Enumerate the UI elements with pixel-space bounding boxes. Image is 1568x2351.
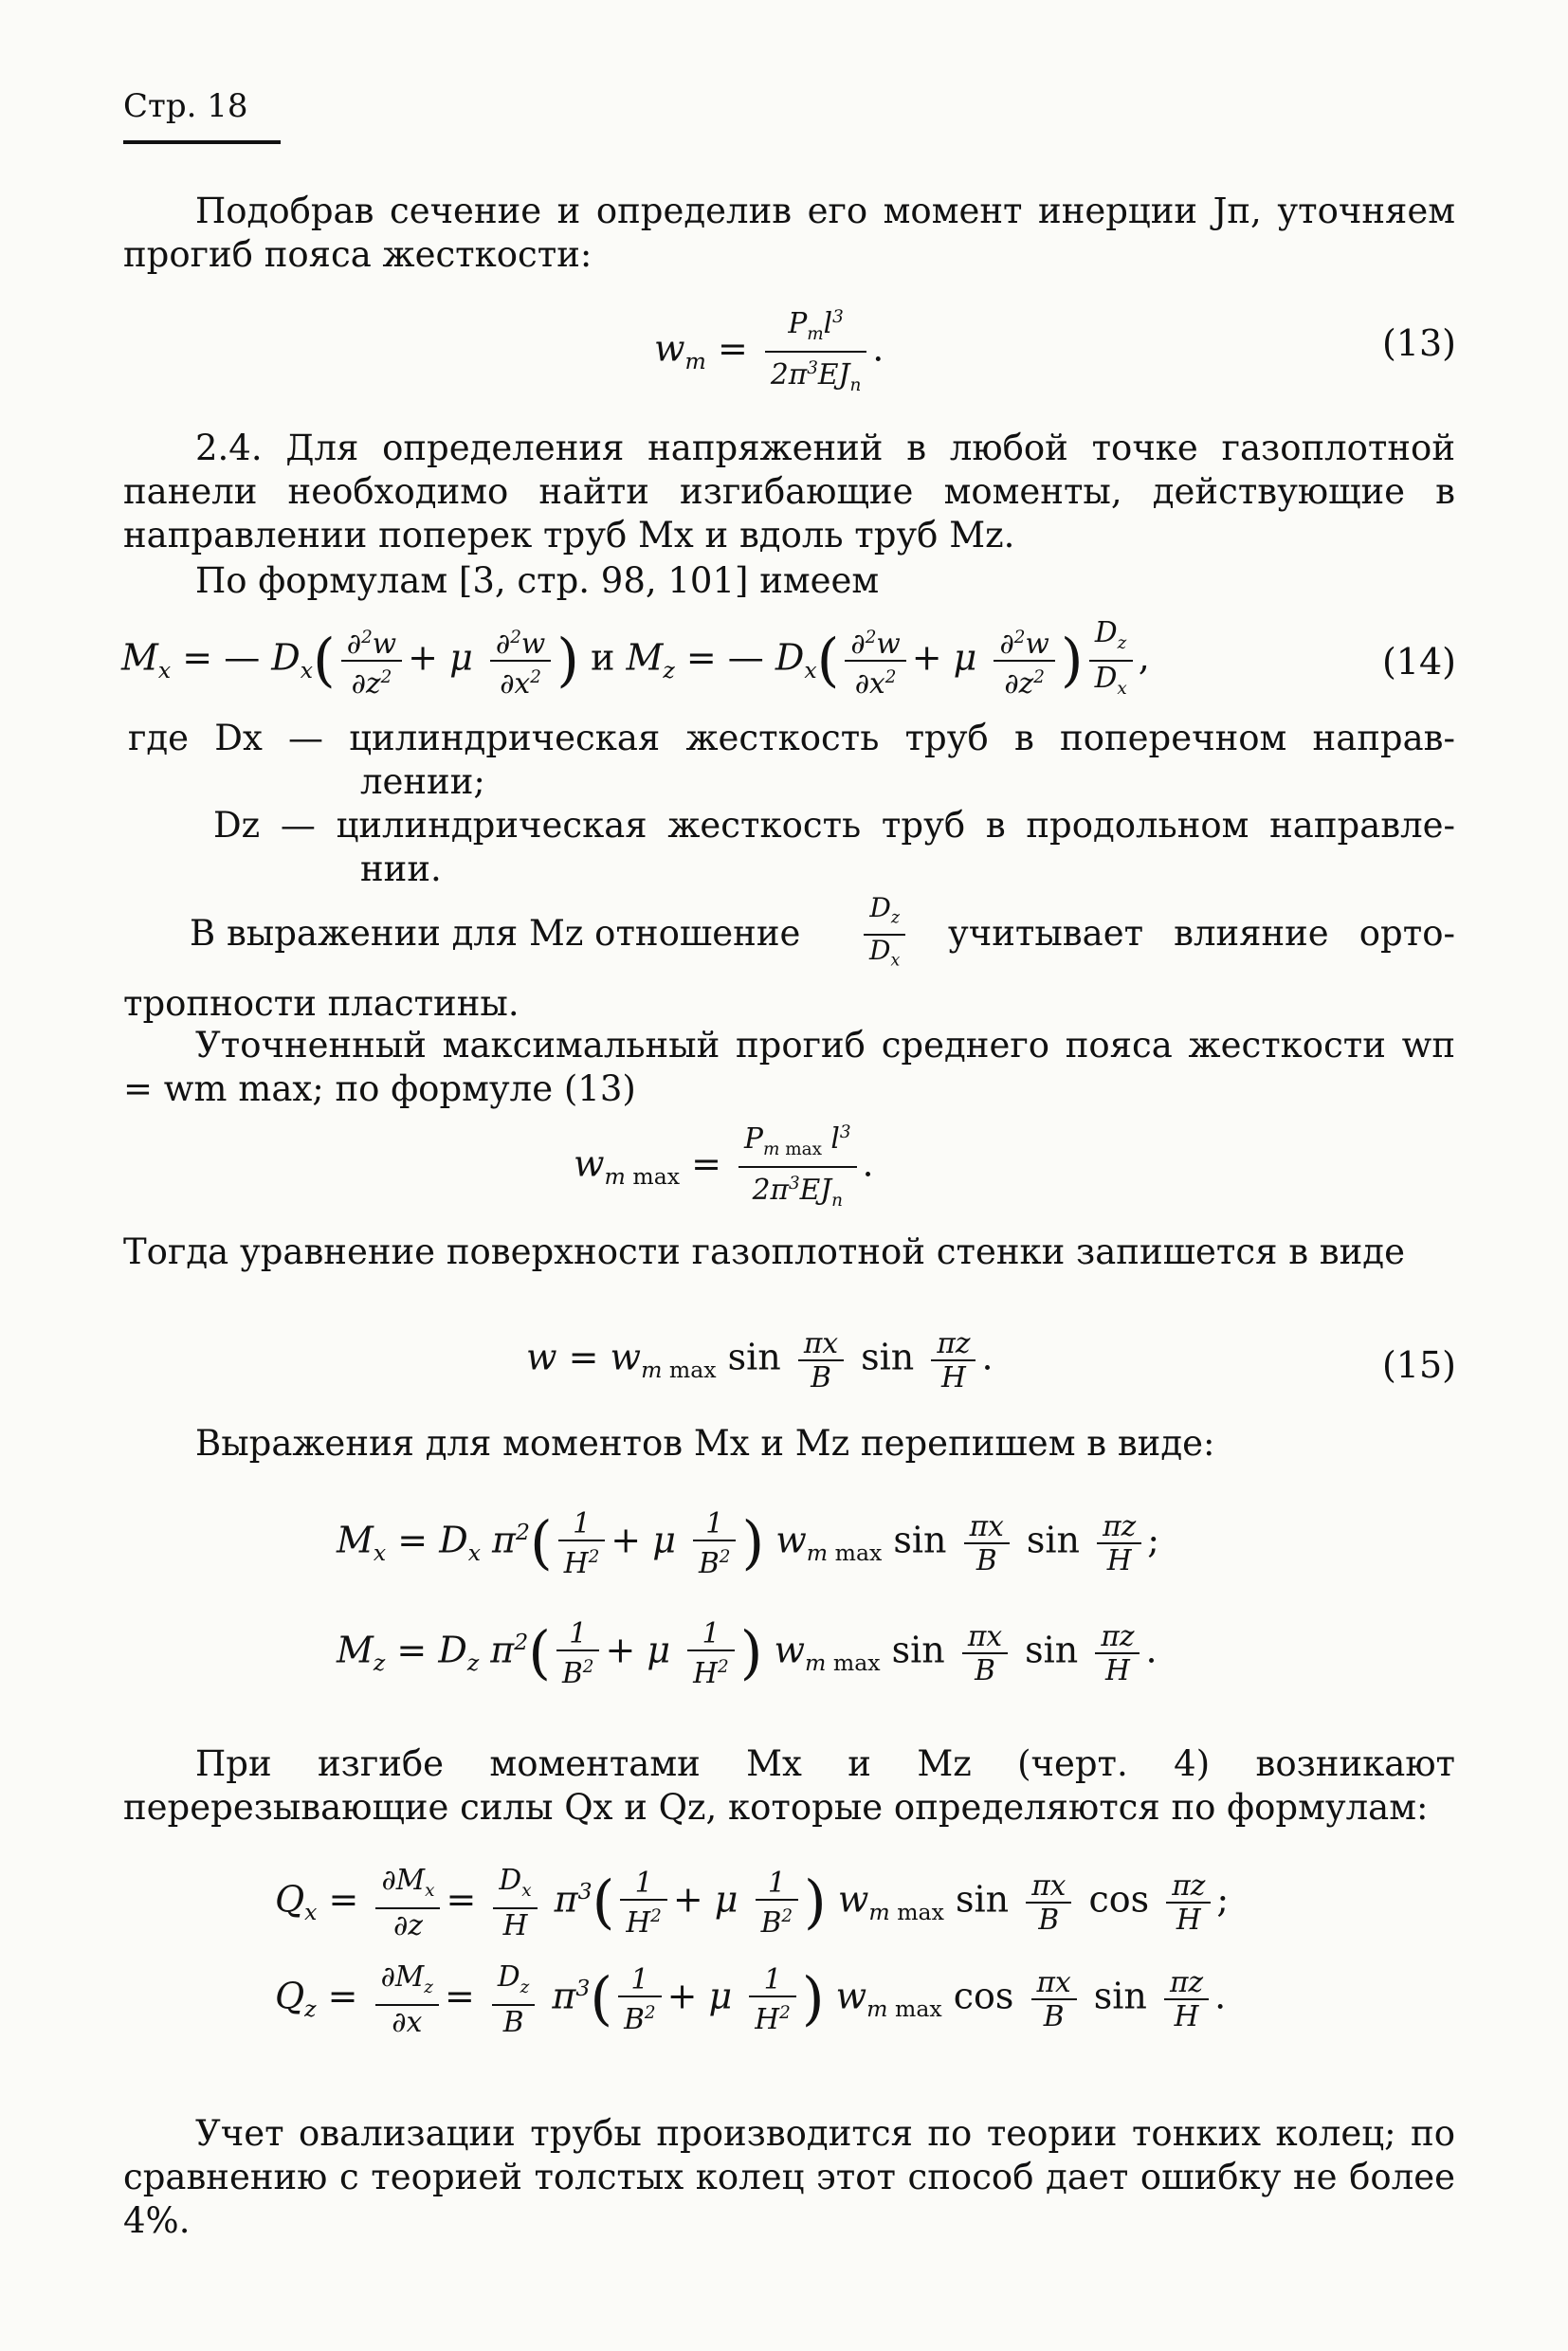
equation-mx: $M_x = D_x$ $\pi^2$( $\frac{1}{H^2}$ + μ $\frac{1}{B^2}$ ) $w_{m max}$ sin $\frac{\pi x}{B}$ sin $\frac{\pi z}{H}$ ; — [337, 1506, 1160, 1579]
equation-13: $w_m$ = $\frac{P_ml^3}{2\pi^3EJ_п}$ . — [654, 301, 884, 402]
paragraph-2: 2.4. Для определения напряжений в любой точке газоплотной панели необходимо найти изгибающие моменты, действующие в направлении поперек труб Mx и вдоль труб Mz. — [123, 428, 1455, 556]
equation-wm-max: $w_{m max}$ = $\frac{P_{m max} l^3}{2\pi^3EJ_п}$ . — [574, 1117, 874, 1217]
equation-15: $w = w_{m max}$ sin $\frac{\pi x}{B}$ sin $\frac{\pi z}{H}$ . — [526, 1326, 994, 1394]
definition-dz-cont: нии. — [360, 848, 442, 889]
paragraph-5: Уточненный максимальный прогиб среднего пояса жесткости wп = wm max; по формуле (13) — [123, 1025, 1455, 1109]
paragraph-1: Подобрав сечение и определив его момент инерции Jп, уточняем прогиб пояса жесткости: — [123, 191, 1455, 275]
paragraph-8: При изгибе моментами Mx и Mz (черт. 4) возникают перерезывающие силы Qx и Qz, которые определяются по формулам: — [123, 1743, 1455, 1828]
equation-mz: $M_z = D_z$ $\pi^2$( $\frac{1}{B^2}$ + μ $\frac{1}{H^2}$ ) $w_{m max}$ sin $\frac{\pi x}{B}$ sin $\frac{\pi z}{H}$ . — [337, 1616, 1158, 1689]
paragraph-3: По формулам [3, стр. 98, 101] имеем — [195, 560, 880, 601]
equation-13-number: (13) — [1381, 322, 1456, 364]
definition-dx: где Dx — цилиндрическая жесткость труб в поперечном направ- — [128, 718, 1455, 758]
paragraph-4-end: учитывает влияние орто- — [948, 913, 1455, 954]
paragraph-9: Учет овализации трубы производится по теории тонких колец; по сравнению с теорией толстых колец этот способ дает ошибку не более 4%. — [123, 2113, 1455, 2241]
paragraph-6: Тогда уравнение поверхности газоплотной стенки запишется в виде — [123, 1231, 1405, 1272]
header-rule — [123, 140, 281, 144]
equation-15-number: (15) — [1381, 1344, 1456, 1386]
paragraph-7: Выражения для моментов Mx и Mz перепишем в виде: — [195, 1423, 1215, 1464]
page-header: Стр. 18 — [123, 87, 248, 125]
paragraph-4-cont: тропности пластины. — [123, 983, 520, 1024]
definition-dx-cont: лении; — [360, 761, 485, 802]
definition-dz: Dz — цилиндрическая жесткость труб в продольном направле- — [213, 805, 1455, 846]
equation-qz: $Q_z$ = $\frac{\partial M_z}{\partial x}$ = $\frac{D_z}{B}$ $\pi^3$( $\frac{1}{B^2}$ + μ $\frac{1}{H^2}$ ) $w_{m max}$ cos $\frac{\pi x}{B}$ sin $\frac{\pi z}{H}$ . — [275, 1959, 1227, 2039]
equation-14: $M_x$ = — $D_x$( $\frac{\partial^2w}{\partial z^2}$ + μ $\frac{\partial^2w}{\partial x^2}$ ) и $M_z$ = — $D_x$( $\frac{\partial^2w}{\partial x^2}$ + μ $\frac{\partial^2w}{\partial z^2}$ ) $\frac{D_z}{D_x}$ , — [121, 615, 1150, 700]
equation-qx: $Q_x$ = $\frac{\partial M_x}{\partial z}$ = $\frac{D_x}{H}$ $\pi^3$( $\frac{1}{H^2}$ + μ $\frac{1}{B^2}$ ) $w_{m max}$ sin $\frac{\pi x}{B}$ cos $\frac{\pi z}{H}$ ; — [275, 1863, 1230, 1942]
paragraph-4-start: В выражении для Mz отношение — [190, 913, 801, 954]
ratio-dz-dx: $\frac{D_z}{D_x}$ — [858, 893, 911, 976]
equation-14-number: (14) — [1381, 641, 1456, 683]
